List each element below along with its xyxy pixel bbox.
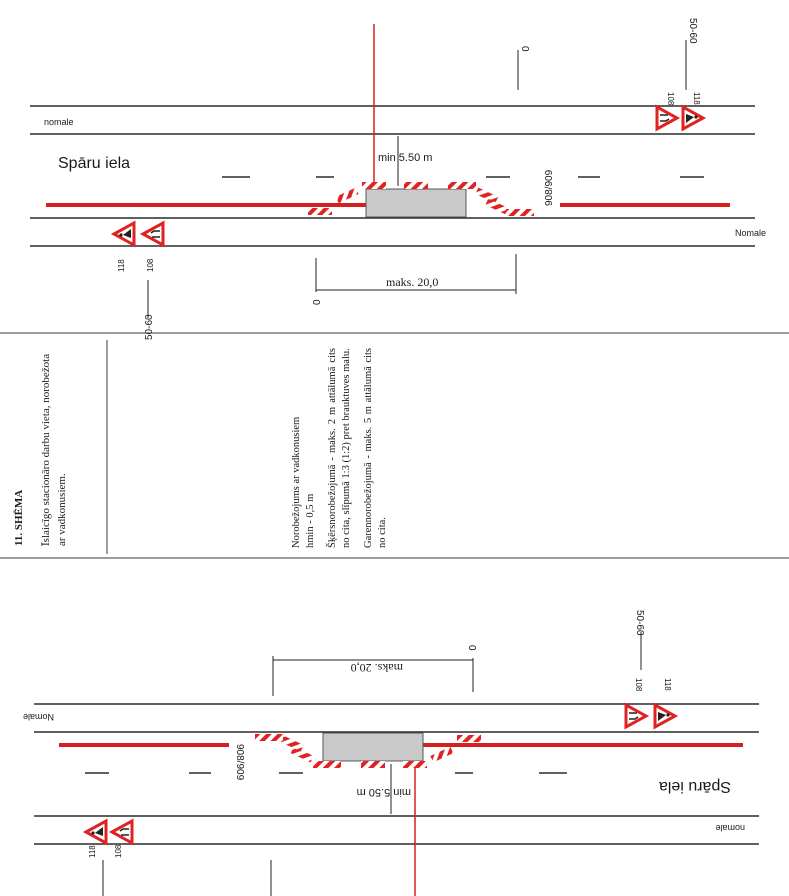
barrier-taper	[475, 188, 498, 204]
sign-right-code: 118	[88, 845, 97, 858]
narrowing-road-sign-icon	[626, 705, 646, 727]
street-name: Spāru iela	[658, 778, 731, 795]
note-line: Norobežojums ar vadkonusiem	[291, 416, 302, 548]
min-width-label: min 5.50 m	[378, 152, 433, 164]
speed-range: 50-60	[687, 18, 698, 44]
barrier-taper	[485, 199, 508, 215]
speed-range: 50-60	[634, 610, 645, 636]
sign-right-code: 118	[117, 259, 126, 272]
note-line: hmin - 0,5 m	[305, 493, 316, 548]
bottom-diagram	[23, 610, 759, 896]
sign-left-code: 108	[114, 844, 123, 858]
min-width-label: min 5.50 m	[356, 786, 411, 798]
note-line: Šķērsnorobežojumā - maks. 2 m attālumā cits no cita, slīpumā 1:3 (1:2) pret brauktuves malu.	[327, 348, 352, 548]
sign-right-code: 118	[663, 678, 672, 691]
barrier-taper	[336, 188, 359, 204]
notes-box	[290, 348, 430, 548]
sign-code-pair: 908/909	[234, 744, 245, 781]
barrier-taper	[506, 209, 534, 216]
barrier-taper	[308, 208, 332, 215]
speed-range: 50-60	[144, 314, 155, 340]
warning-triangle-icon	[657, 107, 677, 129]
zero-mark: 0	[312, 299, 323, 305]
barrier-cross	[404, 182, 428, 189]
roadworks-sign-icon	[683, 107, 703, 129]
shoulder-label-bottom: Nomale	[22, 712, 54, 722]
section-title: 11. SHĒMA	[13, 489, 25, 546]
barrier-cross	[362, 182, 386, 189]
roadworks-sign-icon	[114, 223, 134, 245]
zero-mark: 0	[466, 645, 477, 651]
description-panel	[0, 333, 789, 558]
max-length-label: maks. 20,0	[386, 275, 439, 289]
shoulder-label-top: nomale	[44, 117, 74, 127]
sign-code-pair: 908/909	[544, 169, 555, 206]
roadworks-sign-icon	[655, 705, 675, 727]
top-diagram	[30, 18, 766, 340]
street-name: Spāru iela	[58, 155, 131, 172]
section-description-box	[38, 346, 88, 546]
note-line: Garennorobežojumā - maks. 5 m attālumā cits no cita.	[363, 348, 388, 548]
roadworks-sign-icon	[86, 821, 106, 843]
sign-left-code: 108	[666, 92, 675, 106]
warning-triangle-icon	[112, 821, 132, 843]
work-site-area	[366, 189, 466, 217]
section-description: Īslaicīgo stacionāro darbu vieta, norobežota ar vadkonusiem.	[40, 353, 68, 546]
sign-left-code: 108	[634, 678, 643, 692]
zero-mark: 0	[519, 46, 530, 52]
work-site-area	[323, 733, 423, 761]
shoulder-label-top: nomale	[715, 823, 745, 833]
barrier-cross	[448, 182, 476, 189]
sign-left-code: 108	[146, 258, 155, 272]
sign-right-code: 118	[692, 92, 701, 105]
shoulder-label-bottom: Nomale	[735, 228, 767, 238]
max-length-label: maks. 20,0	[350, 661, 403, 675]
narrowing-road-sign-icon	[143, 223, 163, 245]
